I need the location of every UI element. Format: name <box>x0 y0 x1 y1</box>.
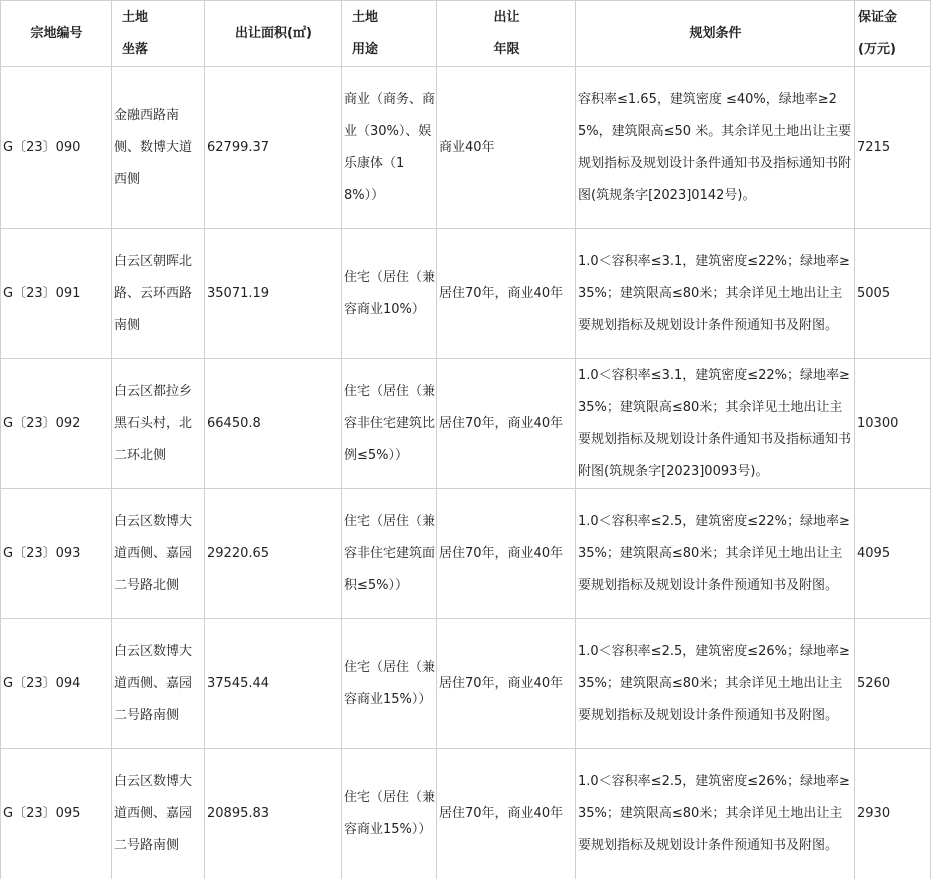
cell-deposit: 4095 <box>855 489 931 619</box>
cell-code: G〔23〕093 <box>1 489 112 619</box>
header-conditions: 规划条件 <box>576 1 855 67</box>
cell-term: 居住70年，商业40年 <box>437 619 576 749</box>
cell-term: 居住70年，商业40年 <box>437 749 576 879</box>
cell-deposit: 5005 <box>855 229 931 359</box>
cell-location: 白云区数博大道西侧、嘉园二号路南侧 <box>112 619 205 749</box>
table-row <box>1 749 931 879</box>
cell-area: 62799.37 <box>205 67 342 229</box>
cell-use: 住宅（居住（兼容商业15%）） <box>342 619 437 749</box>
cell-conditions: 1.0＜容积率≤2.5，建筑密度≤22%；绿地率≥35%；建筑限高≤80米；其余详见土地出让主要规划指标及规划设计条件预通知书及附图。 <box>576 489 855 619</box>
header-row <box>1 1 931 67</box>
cell-use: 住宅（居住（兼容非住宅建筑面积≤5%）） <box>342 489 437 619</box>
cell-deposit: 5260 <box>855 619 931 749</box>
cell-use: 商业（商务、商业（30%）、娱乐康体（18%）） <box>342 67 437 229</box>
cell-use: 住宅（居住（兼容商业10%） <box>342 229 437 359</box>
header-location: 土地 坐落 <box>112 1 205 67</box>
table-row <box>1 229 931 359</box>
cell-term: 居住70年，商业40年 <box>437 489 576 619</box>
cell-use: 住宅（居住（兼容商业15%）） <box>342 749 437 879</box>
header-use: 土地 用途 <box>342 1 437 67</box>
cell-area: 20895.83 <box>205 749 342 879</box>
cell-deposit: 2930 <box>855 749 931 879</box>
cell-deposit: 7215 <box>855 67 931 229</box>
header-term: 出让 年限 <box>437 1 576 67</box>
header-code: 宗地编号 <box>1 1 112 67</box>
cell-location: 金融西路南侧、数博大道西侧 <box>112 67 205 229</box>
cell-conditions: 1.0＜容积率≤2.5，建筑密度≤26%；绿地率≥35%；建筑限高≤80米；其余详见土地出让主要规划指标及规划设计条件预通知书及附图。 <box>576 619 855 749</box>
cell-code: G〔23〕095 <box>1 749 112 879</box>
table-row <box>1 67 931 229</box>
cell-location: 白云区都拉乡黑石头村，北二环北侧 <box>112 359 205 489</box>
table-row <box>1 489 931 619</box>
cell-conditions: 容积率≤1.65，建筑密度 ≤40%，绿地率≥25%，建筑限高≤50 米。其余详见土地出让主要规划指标及规划设计条件通知书及指标通知书附图(筑规条字[2023]0142号)。 <box>576 67 855 229</box>
cell-location: 白云区朝晖北路、云环西路南侧 <box>112 229 205 359</box>
cell-code: G〔23〕092 <box>1 359 112 489</box>
cell-location: 白云区数博大道西侧、嘉园二号路南侧 <box>112 749 205 879</box>
cell-deposit: 10300 <box>855 359 931 489</box>
cell-term: 商业40年 <box>437 67 576 229</box>
cell-term: 居住70年，商业40年 <box>437 359 576 489</box>
cell-area: 66450.8 <box>205 359 342 489</box>
cell-code: G〔23〕091 <box>1 229 112 359</box>
cell-code: G〔23〕090 <box>1 67 112 229</box>
cell-conditions: 1.0＜容积率≤3.1，建筑密度≤22%；绿地率≥35%；建筑限高≤80米；其余详见土地出让主要规划指标及规划设计条件预通知书及附图。 <box>576 229 855 359</box>
header-area: 出让面积(㎡) <box>205 1 342 67</box>
cell-location: 白云区数博大道西侧、嘉园二号路北侧 <box>112 489 205 619</box>
cell-area: 35071.19 <box>205 229 342 359</box>
cell-use: 住宅（居住（兼容非住宅建筑比例≤5%）） <box>342 359 437 489</box>
cell-area: 37545.44 <box>205 619 342 749</box>
cell-conditions: 1.0＜容积率≤3.1，建筑密度≤22%；绿地率≥35%；建筑限高≤80米；其余详见土地出让主要规划指标及规划设计条件通知书及指标通知书附图(筑规条字[2023]0093号)。 <box>576 359 855 489</box>
cell-term: 居住70年，商业40年 <box>437 229 576 359</box>
header-deposit: 保证金 (万元) <box>855 1 931 67</box>
cell-area: 29220.65 <box>205 489 342 619</box>
cell-code: G〔23〕094 <box>1 619 112 749</box>
cell-conditions: 1.0＜容积率≤2.5，建筑密度≤26%；绿地率≥35%；建筑限高≤80米；其余详见土地出让主要规划指标及规划设计条件预通知书及附图。 <box>576 749 855 879</box>
table-row <box>1 359 931 489</box>
table-row <box>1 619 931 749</box>
